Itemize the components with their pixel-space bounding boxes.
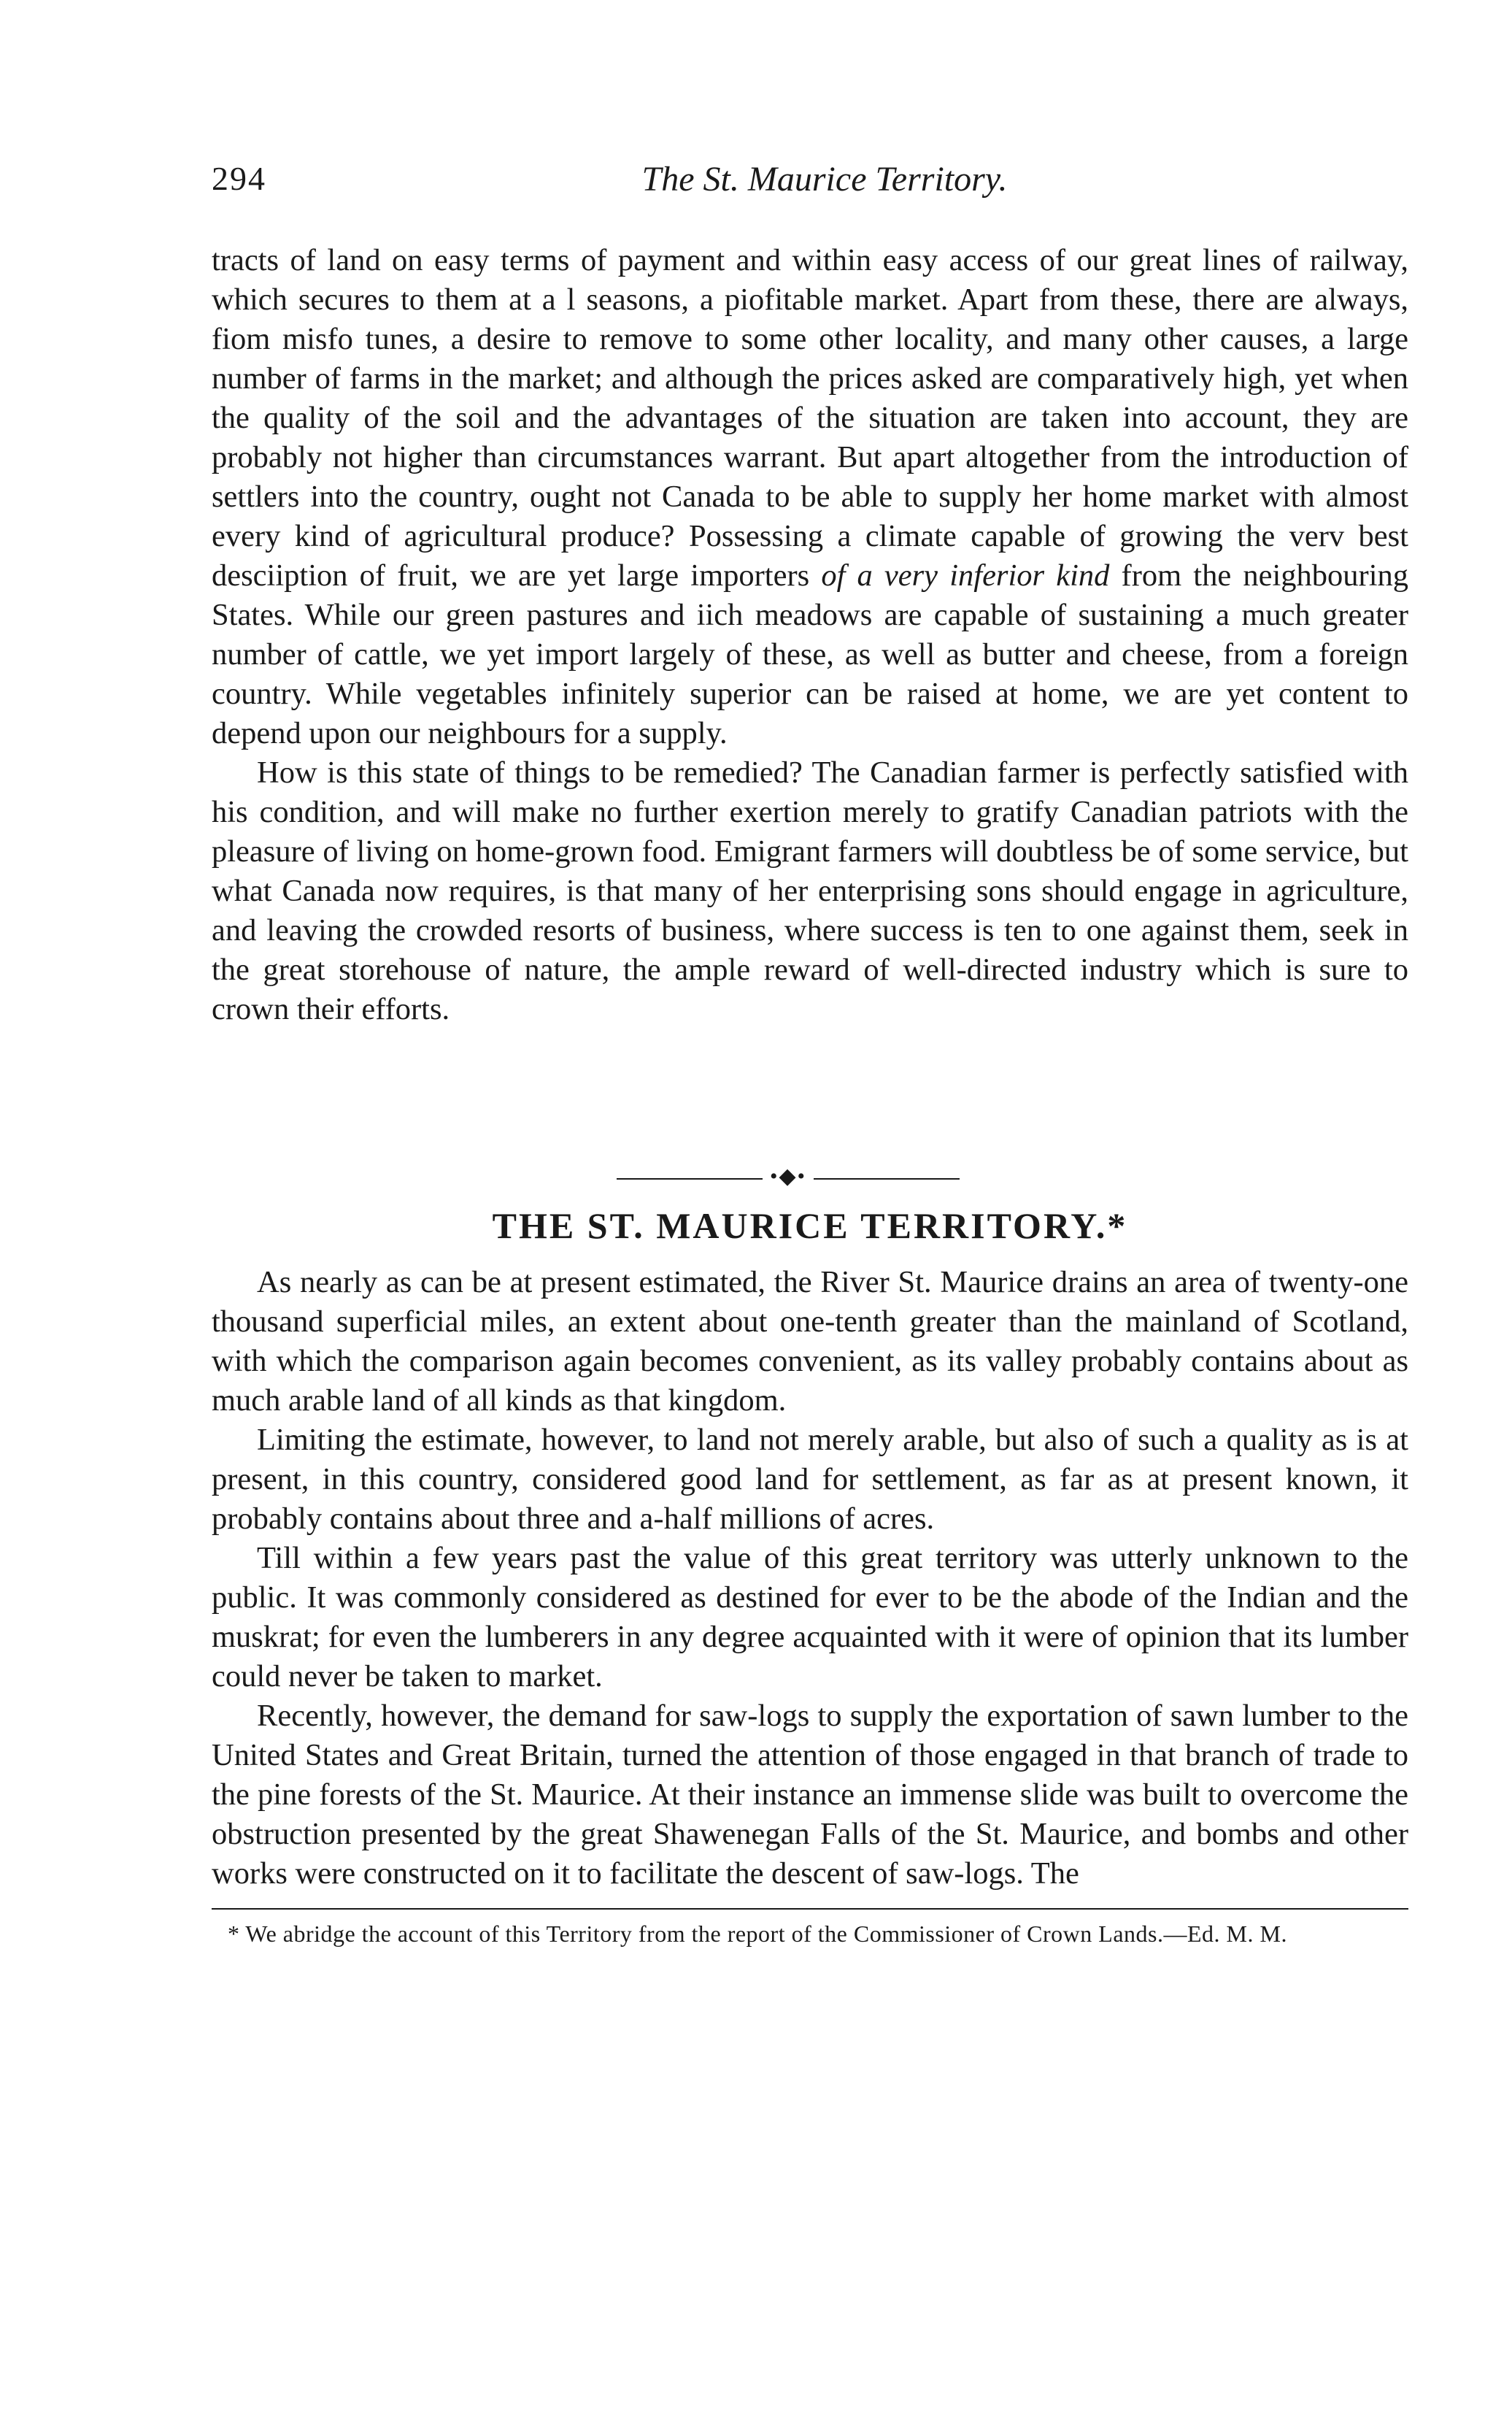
paragraph-1 [212, 241, 1408, 753]
paragraph-4: Limiting the estimate, however, to land not merely arable, but also of such a quality as is at present, in this country, considered good land for settlement, as far as at present known, it probably contains about three and a-half millions of acres. [212, 1423, 1408, 1536]
section-2-body [212, 1263, 1408, 1894]
divider-rule-right [814, 1178, 960, 1180]
section-1-body [212, 241, 1408, 1029]
paragraph-1-text-after: from the neighbouring States. While our green pastures and iich meadows are capable of sustaining a much greater number of cattle, we yet import largely of these, as well as butter and cheese, from a foreign country. While vegetables infinitely superior can be raised at home, we are yet content to depend upon our neighbours for a supply. [212, 558, 1409, 750]
paragraph-1-italic: of a very inferior kind [821, 558, 1110, 593]
paragraph-2: How is this state of things to be remedied? The Canadian farmer is perfectly satisfied with his condition, and will make no further exertion merely to gratify Canadian patriots with the pleasure of living on home-grown food. Emigrant farmers will doubtless be of some service, but what Canada now requires, is that many of her enterprising sons should engage in agriculture, and leaving the crowded resorts of business, where success is ten to one against them, seek in the great storehouse of nature, the ample reward of well-directed industry which is sure to crown their efforts. [212, 756, 1408, 1026]
paragraph-1-text-before: tracts of land on easy terms of payment and within easy access of our great lines of railway, which secures to them at a l seasons, a piofitable market. Apart from these, there are always, fiom misfo tunes, a desire to remove to some other locality, and many other causes, a large number of farms in the market; and although the prices asked are comparatively high, yet when the quality of the soil and the advantages of the situation are taken into account, they are probably not higher than circumstances warrant. But apart altogether from the introduction of settlers into the country, ought not Canada to be able to supply her home market with almost every kind of agricultural produce? Possessing a climate capable of growing the verv best desciiption of fruit, we are yet large importers [212, 243, 1408, 593]
divider-ornament-icon: •◆• [769, 1164, 807, 1188]
section-divider [617, 1164, 960, 1190]
running-head [212, 159, 1408, 210]
divider-rule-left [617, 1178, 763, 1180]
page-number: 294 [212, 160, 266, 197]
section-heading: THE ST. MAURICE TERRITORY.* [492, 1205, 1128, 1246]
footnote [212, 1918, 1408, 1949]
footnote-rule [212, 1908, 1408, 1910]
running-title: The St. Maurice Territory. [641, 160, 1008, 199]
paragraph-5: Till within a few years past the value of this great territory was utterly unknown to the public. It was commonly considered as destined for ever to be the abode of the Indian and the muskrat; for even the lumberers in any degree acquainted with it were of opinion that its lumber could never be taken to market. [212, 1541, 1408, 1694]
paragraph-6: Recently, however, the demand for saw-logs to supply the exportation of sawn lumber to the United States and Great Britain, turned the attention of those engaged in that branch of trade to the pine forests of the St. Maurice. At their instance an immense slide was built to overcome the obstruction presented by the great Shawenegan Falls of the St. Maurice, and bombs and other works were constructed on it to facilitate the descent of saw-logs. The [212, 1699, 1408, 1891]
footnote-text: * We abridge the account of this Territory from the report of the Commissioner of Crown Lands.—Ed. M. M. [228, 1921, 1287, 1947]
paragraph-3: As nearly as can be at present estimated, the River St. Maurice drains an area of twenty-one thousand superficial miles, an extent about one-tenth greater than the mainland of Scotland, with which the comparison again becomes convenient, as its valley probably contains about as much arable land of all kinds as that kingdom. [212, 1265, 1408, 1418]
